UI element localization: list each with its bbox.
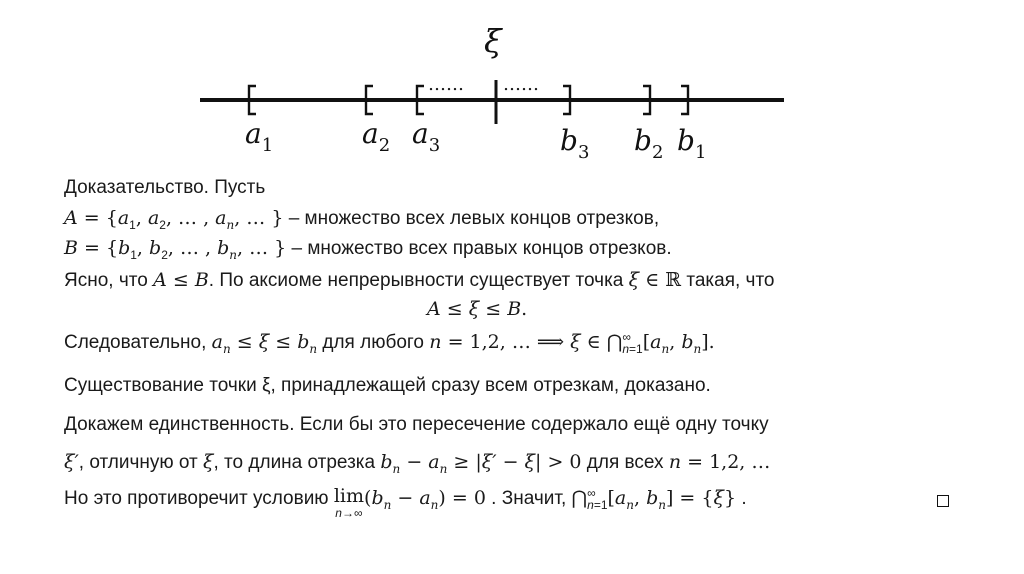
proof-heading: Доказательство. Пусть [64,177,266,198]
dots-left: …… [428,74,464,95]
label-a3: $a_3$ [412,117,441,156]
axiom-line: Ясно, что A ≤ B. По аксиоме непрерывности существует точка ξ ∈ ℝ такая, что [64,269,775,291]
set-b-line: $B = \{b_1$, $b_2$, … , $b_n$, … } – множество всех правых концов отрезков. [64,237,672,262]
label-a1: $a_1$ [245,117,274,156]
consequence-line: Следовательно, $a_n \le \xi \le b_n$ для любого n = 1,2, … ⟹ ξ ∈ ⋂ ∞ n=1 [$a_n$, $b_n$]. [64,329,715,356]
set-a-line: $A = \{a_1$, $a_2$, … , $a_n$, … } – множество всех левых концов отрезков, [64,207,660,232]
xi-label: ξ [484,22,502,60]
label-b2: $b_2$ [634,124,664,163]
label-a2: $a_2$ [362,117,391,156]
inequality-centered: A ≤ ξ ≤ B. [427,298,528,320]
label-b3: $b_3$ [560,124,590,163]
dots-right: …… [503,74,539,95]
label-b1: $b_1$ [677,124,707,163]
length-line: ξ′, отличную от ξ, то длина отрезка $b_n - a_n \ge |\xi' - \xi| > 0$ для всех n = 1,2, … [64,451,771,476]
nested-segments-diagram [0,0,1024,170]
existence-line: Существование точки ξ, принадлежащей сразу всем отрезкам, доказано. [64,375,711,396]
uniqueness-line: Докажем единственность. Если бы это пересечение содержало ещё одну точку [64,414,769,435]
contradiction-line: Но это противоречит условию lim n→∞ $(b_n - a_n) = 0$ . Значит, ⋂ ∞ n=1 [$a_n$, $b_n] = \{\xi\}$ . [64,485,747,520]
qed-square [937,495,949,507]
